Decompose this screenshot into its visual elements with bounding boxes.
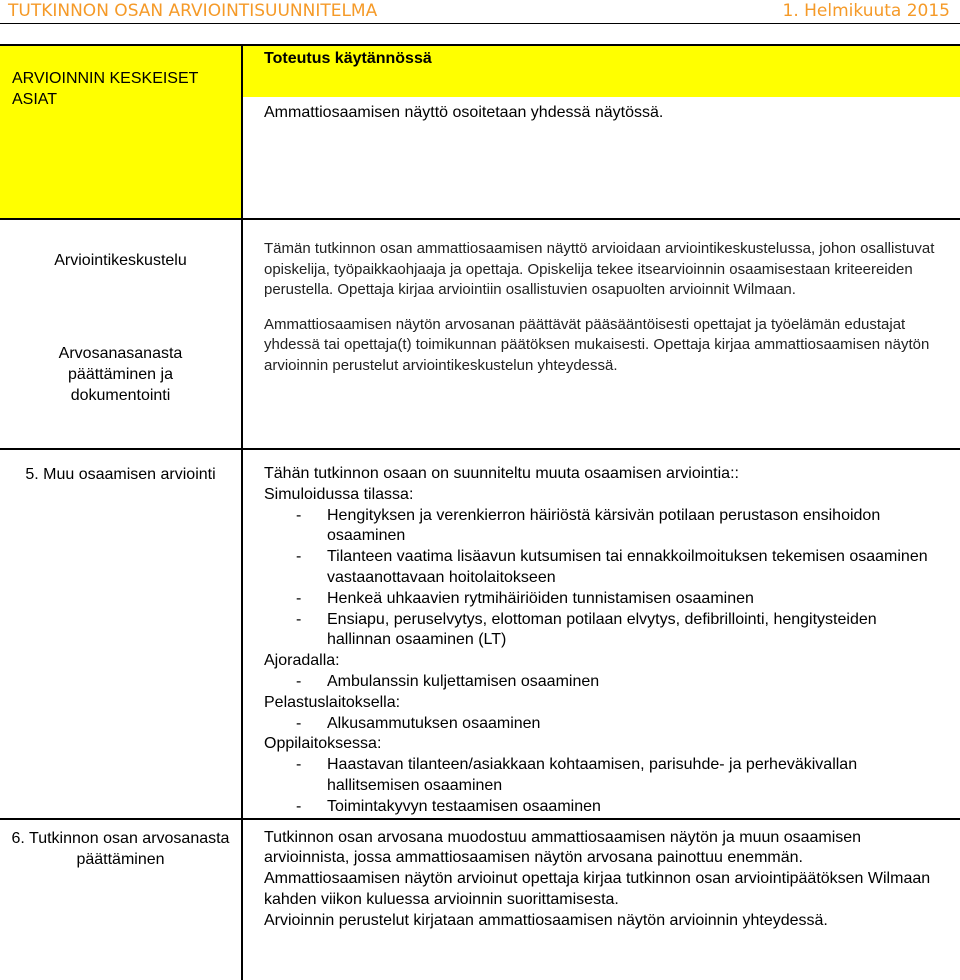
implementation-cell (242, 45, 960, 219)
group-heading-track: Ajoradalla: (264, 652, 340, 670)
school-list (264, 755, 940, 817)
assessment-label-cell (0, 219, 242, 449)
grade-label-cell (0, 819, 242, 980)
list-item: - Alkusammutuksen osaaminen (264, 714, 940, 735)
assessment-text-cell (242, 219, 960, 449)
table-row-key-issues (0, 45, 960, 219)
section-number-5: 5. (25, 466, 39, 483)
page-header (0, 0, 960, 23)
table-row-assessment (0, 219, 960, 449)
document-date: 1. Helmikuuta 2015 (782, 1, 950, 21)
list-item: - Ambulanssin kuljettamisen osaaminen (264, 672, 940, 693)
key-issues-label: ARVIOINNIN KESKEISET ASIAT (12, 70, 199, 108)
implementation-heading: Toteutus käytännössä (243, 46, 960, 97)
grade-line-3: Arvioinnin perustelut kirjataan ammattiosaamisen näytön arvioinnin yhteydessä. (264, 911, 828, 929)
grade-text-cell (242, 819, 960, 980)
group-heading-simulated: Simuloidussa tilassa: (264, 485, 414, 503)
grading-documentation-label: Arvosanasanasta päättäminen ja dokumentointi (58, 345, 183, 404)
implementation-text: Ammattiosaamisen näyttö osoitetaan yhdessä näytössä. (264, 104, 664, 121)
simulated-list (264, 506, 940, 652)
assessment-discussion-label: Arviointikeskustelu (54, 252, 187, 269)
group-heading-rescue: Pelastuslaitoksella: (264, 693, 401, 711)
other-assessment-label: Muu osaamisen arviointi (43, 466, 216, 483)
other-assessment-text-cell (242, 449, 960, 819)
assessment-table (0, 44, 960, 980)
key-issues-cell (0, 45, 242, 219)
table-row-grade (0, 819, 960, 980)
list-item: - Ensiapu, peruselvytys, elottoman potilaan elvytys, defibrillointi, hengitysteiden hallinnan osaaminen (LT) (264, 610, 940, 652)
assessment-paragraph-1: Tämän tutkinnon osan ammattiosaamisen näyttö arvioidaan arviointikeskustelussa, johon osallistuvat opiskelija, työpaikkaohjaaja ja opettaja. Opiskelija tekee itsearvioinnin osaamisestaan kriteereiden perustella. Opettaja kirjaa arviointiin osallistuvien osapuolten arvioinnit Wilmaan. (264, 240, 935, 298)
list-item: - Hengityksen ja verenkierron häiriöstä kärsivän potilaan perustason ensihoidon osaaminen (264, 506, 940, 548)
list-item: - Toimintakyvyn testaamisen osaaminen (264, 797, 940, 818)
list-item: - Tilanteen vaatima lisäavun kutsumisen tai ennakkoilmoituksen tekemisen osaaminen vastaanottavaan hoitolaitokseen (264, 547, 940, 589)
rescue-list (264, 714, 940, 735)
table-row-other-assessment (0, 449, 960, 819)
grade-label: Tutkinnon osan arvosanasta päättäminen (29, 829, 230, 868)
list-item: - Henkeä uhkaavien rytmihäiriöiden tunnistamisen osaaminen (264, 589, 940, 610)
list-item: - Haastavan tilanteen/asiakkaan kohtaamisen, parisuhde- ja perheväkivallan hallitsemisen osaaminen (264, 755, 940, 797)
section-number-6: 6. (11, 829, 25, 847)
group-heading-school: Oppilaitoksessa: (264, 735, 382, 753)
grade-line-2: Ammattiosaamisen näytön arvioinut opettaja kirjaa tutkinnon osan arviointipäätöksen Wilmaan kahden viikon kuluessa arvioinnin suorittamisesta. (264, 870, 931, 908)
other-assessment-intro: Tähän tutkinnon osaan on suunniteltu muuta osaamisen arviointia:: (264, 465, 739, 482)
grade-line-1: Tutkinnon osan arvosana muodostuu ammattiosaamisen näytön ja muun osaamisen arvioinnista, jossa ammattiosaamisen näytön arvosana painottuu enemmän. (264, 828, 862, 867)
track-list (264, 672, 940, 693)
header-divider (0, 23, 960, 24)
assessment-paragraph-2: Ammattiosaamisen näytön arvosanan päättävät pääsääntöisesti opettajat ja työelämän edustajat yhdessä tai opettaja(t) toimikunnan päätöksen mukaisesti. Opettaja kirjaa ammattiosaamisen näytön arvioinnin perustelut arviointikeskustelun yhteydessä. (264, 315, 930, 374)
document-title: TUTKINNON OSAN ARVIOINTISUUNNITELMA (8, 1, 378, 21)
other-assessment-label-cell (0, 449, 242, 819)
